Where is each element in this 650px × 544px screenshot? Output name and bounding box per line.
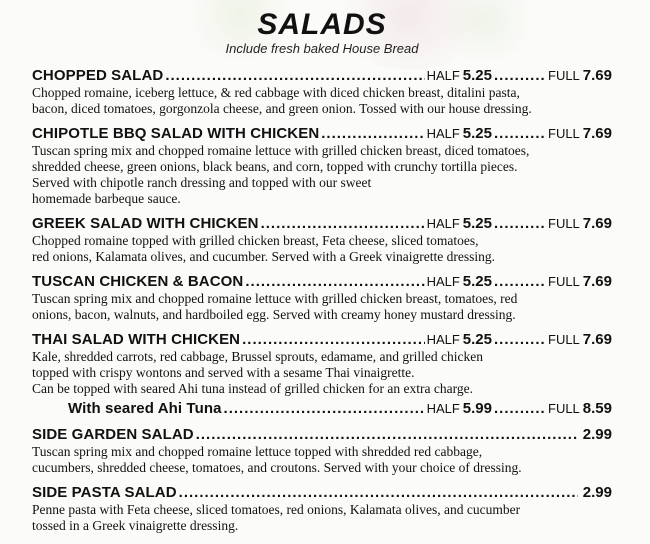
- menu-item-name: TUSCAN CHICKEN & BACON: [32, 273, 244, 290]
- full-label: FULL: [548, 332, 580, 347]
- menu-item-description: [32, 444, 612, 476]
- addon-header: [32, 399, 612, 418]
- menu-item-greek-salad: [32, 214, 612, 265]
- leader-dots: [494, 330, 546, 349]
- description-line: Penne pasta with Feta cheese, sliced tomatoes, red onions, Kalamata olives, and cucumber: [32, 502, 521, 517]
- half-price: 5.25: [462, 331, 492, 348]
- menu-item-tuscan-chicken-bacon: [32, 272, 612, 323]
- full-price: 7.69: [582, 273, 612, 290]
- full-price: 7.69: [582, 215, 612, 232]
- description-line: Tuscan spring mix and chopped romaine lettuce topped with shredded red cabbage,: [32, 444, 483, 459]
- menu-item-header: [32, 330, 612, 349]
- half-label: HALF: [426, 216, 460, 231]
- menu-item-name: CHIPOTLE BBQ SALAD WITH CHICKEN: [32, 125, 320, 142]
- description-line: Chopped romaine topped with grilled chicken breast, Feta cheese, sliced tomatoes,: [32, 233, 479, 248]
- menu-item-header: [32, 66, 612, 85]
- half-price: 5.25: [462, 215, 492, 232]
- menu-item-description: [32, 502, 612, 534]
- description-line: homemade barbeque sauce.: [32, 191, 181, 206]
- menu-item-description: [32, 349, 612, 397]
- leader-dots: [224, 399, 425, 418]
- description-line: bacon, diced tomatoes, gorgonzola cheese, and green onion. Tossed with our house dressing.: [32, 101, 532, 116]
- leader-dots: [494, 399, 546, 418]
- leader-dots: [196, 425, 578, 444]
- half-label: HALF: [426, 126, 460, 141]
- leader-dots: [494, 272, 546, 291]
- full-label: FULL: [548, 216, 580, 231]
- salads-menu: [32, 0, 612, 541]
- description-line: Kale, shredded carrots, red cabbage, Brussel sprouts, edamame, and grilled chicken: [32, 349, 483, 364]
- leader-dots: [494, 124, 546, 143]
- description-line: topped with crispy wontons and served with a sesame Thai vinaigrette.: [32, 365, 415, 380]
- menu-item-header: [32, 425, 612, 444]
- item-price: 2.99: [582, 426, 612, 443]
- leader-dots: [179, 483, 578, 502]
- description-line: red onions, Kalamata olives, and cucumber. Served with a Greek vinaigrette dressing.: [32, 249, 495, 264]
- full-label: FULL: [548, 401, 580, 416]
- menu-item-description: [32, 85, 612, 117]
- description-line: Tuscan spring mix and chopped romaine lettuce with grilled chicken breast, diced tomatoes,: [32, 143, 530, 158]
- leader-dots: [165, 66, 424, 85]
- description-line: cucumbers, shredded cheese, tomatoes, and croutons. Served with your choice of dressing.: [32, 460, 522, 475]
- full-price: 7.69: [582, 331, 612, 348]
- description-line: shredded cheese, green onions, black beans, and corn, topped with crunchy tortilla pieces.: [32, 159, 518, 174]
- half-label: HALF: [426, 401, 460, 416]
- description-line: Tuscan spring mix and chopped romaine lettuce with grilled chicken breast, tomatoes, red: [32, 291, 518, 306]
- leader-dots: [321, 124, 424, 143]
- description-line: Chopped romaine, iceberg lettuce, & red cabbage with diced chicken breast, ditalini pasta,: [32, 85, 520, 100]
- menu-item-side-pasta-salad: [32, 483, 612, 534]
- menu-item-chopped-salad: [32, 66, 612, 117]
- menu-item-header: [32, 483, 612, 502]
- menu-subtitle: Include fresh baked House Bread: [225, 41, 419, 56]
- description-line: Served with chipotle ranch dressing and topped with our sweet: [32, 175, 372, 190]
- leader-dots: [494, 214, 546, 233]
- description-line: Can be topped with seared Ahi tuna instead of grilled chicken for an extra charge.: [32, 381, 473, 396]
- menu-item-description: [32, 233, 612, 265]
- half-price: 5.25: [462, 273, 492, 290]
- menu-item-chipotle-bbq-salad: [32, 124, 612, 207]
- menu-item-side-garden-salad: [32, 425, 612, 476]
- leader-dots: [245, 272, 424, 291]
- leader-dots: [261, 214, 425, 233]
- menu-item-thai-salad: [32, 330, 612, 418]
- menu-item-name: CHOPPED SALAD: [32, 67, 164, 84]
- leader-dots: [242, 330, 424, 349]
- menu-title: SALADS: [257, 8, 387, 41]
- half-label: HALF: [426, 68, 460, 83]
- full-label: FULL: [548, 68, 580, 83]
- half-label: HALF: [426, 332, 460, 347]
- menu-item-header: [32, 124, 612, 143]
- menu-item-description: [32, 291, 612, 323]
- item-price: 2.99: [582, 484, 612, 501]
- full-label: FULL: [548, 126, 580, 141]
- addon-name: With seared Ahi Tuna: [68, 400, 222, 417]
- full-label: FULL: [548, 274, 580, 289]
- menu-item-name: GREEK SALAD WITH CHICKEN: [32, 215, 259, 232]
- menu-item-header: [32, 272, 612, 291]
- half-price: 5.25: [462, 125, 492, 142]
- leader-dots: [494, 66, 546, 85]
- menu-item-description: [32, 143, 612, 207]
- menu-item-name: SIDE GARDEN SALAD: [32, 426, 194, 443]
- description-line: onions, bacon, walnuts, and hardboiled egg. Served with creamy honey mustard dressing.: [32, 307, 516, 322]
- menu-item-name: SIDE PASTA SALAD: [32, 484, 177, 501]
- description-line: tossed in a Greek vinaigrette dressing.: [32, 518, 239, 533]
- full-price: 7.69: [582, 67, 612, 84]
- full-price: 7.69: [582, 125, 612, 142]
- full-price: 8.59: [582, 400, 612, 417]
- menu-item-name: THAI SALAD WITH CHICKEN: [32, 331, 241, 348]
- menu-item-header: [32, 214, 612, 233]
- half-price: 5.25: [462, 67, 492, 84]
- half-label: HALF: [426, 274, 460, 289]
- half-price: 5.99: [462, 400, 492, 417]
